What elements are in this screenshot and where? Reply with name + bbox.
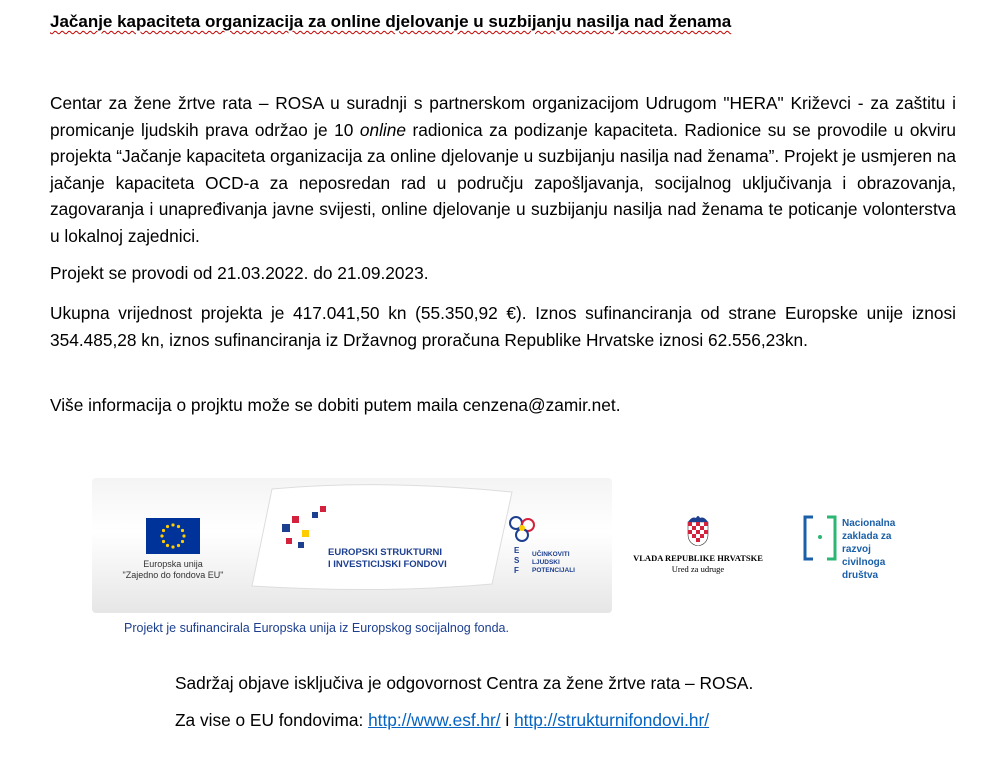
paragraph-budget: Ukupna vrijednost projekta je 417.041,50 kn (55.350,92 €). Iznos sufinanciranja od strane Europske unije iznosi 354.485,28 kn, iznos sufinanciranja iz Državnog proračuna Republike Hrvatske iznosi 62.556,23kn. (50, 303, 956, 350)
eu-slogan: "Zajedno do fondova EU" (122, 570, 224, 580)
nzcd-line2: zaklada za (842, 531, 892, 542)
footer-links (175, 710, 709, 731)
nzcd-bracket-icon (803, 513, 837, 565)
svg-text:S: S (514, 556, 520, 565)
svg-text:E: E (514, 546, 520, 555)
footer-disclaimer: Sadržaj objave isključiva je odgovornost Centra za žene žrtve rata – ROSA. (175, 673, 754, 693)
paragraph-intro: Centar za žene žrtve rata – ROSA u suradnji s partnerskom organizacijom Udrugom "HERA" Križevci - za zaštitu i promicanje ljudskih prava održao je 10 online radionica za podizanje kapaciteta. Radionice su se provodile u okviru projekta “Jačanje kapaciteta organizacija za online djelovanje u suzbijanju nasilja nad ženama”. Projekt je usmjeren na jačanje kapaciteta OCD-a za neposredan rad u području zapošljavanja, socijalnog uključivanja i obrazovanja, zagovaranja i unapređivanja javne svijesti, online djelovanje u suzbijanju nasilja nad ženama te poticanje volonterstva u lokalnoj zajednici. (50, 93, 956, 246)
nzcd-line3: razvoj (842, 544, 871, 555)
svg-text:F: F (514, 566, 519, 575)
esf-line3: POTENCIJALI (532, 567, 575, 574)
footer-links-separator: i (500, 710, 515, 730)
esif-line1: EUROPSKI STRUKTURNI (328, 547, 443, 558)
esf-line1: UČINKOVITI (532, 551, 570, 558)
eu-funding-banner (92, 478, 612, 613)
esif-line2: I INVESTICIJSKI FONDOVI (328, 559, 447, 570)
nzcd-line4: civilnoga (842, 557, 886, 568)
vlada-subtitle: Ured za udruge (671, 564, 725, 574)
nzcd-line1: Nacionalna (842, 518, 896, 529)
document-title: Jačanje kapaciteta organizacija za online djelovanje u suzbijanju nasilja nad ženama (50, 12, 732, 31)
esf-line2: LJUDSKI (532, 559, 560, 566)
eu-flag-icon (146, 518, 200, 554)
esf-link[interactable]: http://www.esf.hr/ (368, 710, 501, 730)
footer-links-prefix: Za vise o EU fondovima: (175, 710, 369, 730)
banner-caption: Projekt je sufinancirala Europska unija iz Europskog socijalnog fonda. (124, 621, 509, 635)
strukturnifondovi-link[interactable]: http://strukturnifondovi.hr/ (514, 710, 710, 730)
nzcd-line5: društva (842, 570, 879, 581)
esif-swoosh-logo (242, 484, 522, 594)
paragraph-period: Projekt se provodi od 21.03.2022. do 21.09.2023. (50, 263, 429, 283)
eu-label: Europska unija (143, 559, 203, 569)
vlada-title: VLADA REPUBLIKE HRVATSKE (633, 553, 763, 563)
croatia-coat-of-arms-icon (686, 514, 710, 546)
paragraph-contact: Više informacija o projktu može se dobiti putem maila cenzena@zamir.net. (50, 395, 621, 415)
